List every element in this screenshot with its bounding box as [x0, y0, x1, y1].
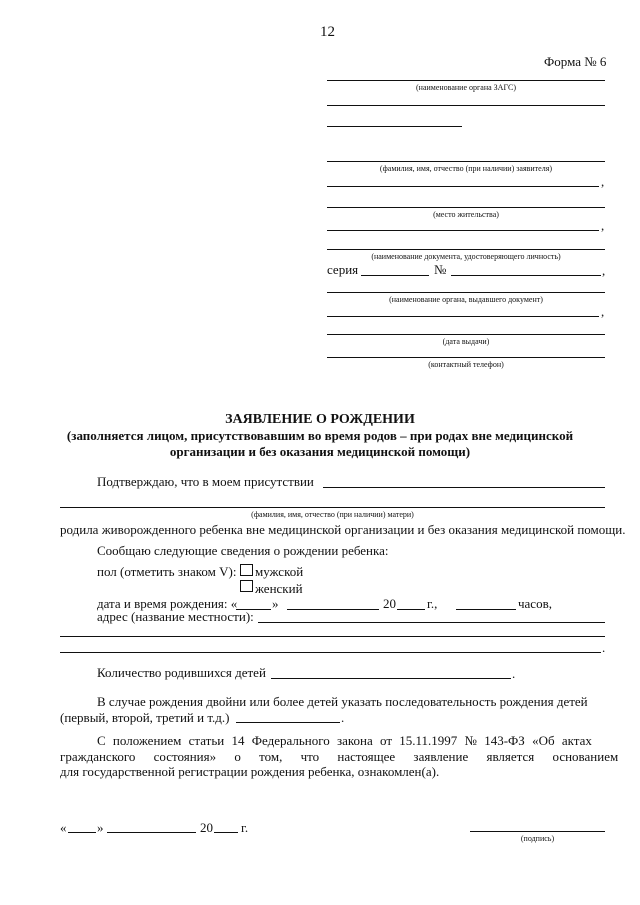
footer-month-field[interactable]: [107, 832, 196, 833]
number-label: №: [434, 262, 447, 277]
sex-male-label: мужской: [255, 564, 304, 579]
phone-line[interactable]: [327, 357, 605, 358]
page-number: 12: [320, 24, 335, 40]
comma: ,: [601, 218, 605, 233]
twins-period: .: [341, 710, 345, 725]
sex-male-checkbox[interactable]: [240, 564, 253, 576]
comma: ,: [601, 174, 605, 189]
series-label: серия: [327, 262, 359, 277]
comma: ,: [602, 263, 606, 278]
issue-date-caption: (дата выдачи): [442, 337, 490, 346]
address-field-2[interactable]: [60, 636, 605, 637]
address-label: адрес (название местности):: [97, 609, 254, 624]
phone-caption: (контактный телефон): [428, 360, 504, 369]
sex-female-label: женский: [255, 581, 303, 596]
signature-caption: (подпись): [520, 834, 555, 843]
applicant-caption: (фамилия, имя, отчество (при наличии) заявителя): [379, 164, 553, 173]
footer-year-suffix: г.: [241, 820, 249, 835]
sex-female-checkbox[interactable]: [240, 580, 253, 592]
issuer-caption: (наименование органа, выдавшего документ): [389, 295, 543, 304]
count-period: .: [512, 666, 516, 681]
dob-year-prefix: 20: [383, 596, 396, 611]
issuer-line-2[interactable]: [327, 316, 599, 317]
zags-caption: (наименование органа ЗАГС): [416, 83, 516, 92]
address-period: .: [602, 640, 606, 655]
series-field[interactable]: [361, 275, 429, 276]
dob-month-field[interactable]: [287, 609, 379, 610]
footer-year-prefix: 20: [200, 820, 213, 835]
zags-name-line-2[interactable]: [327, 105, 605, 106]
residence-caption: (место жительства): [433, 210, 499, 219]
issue-date-line[interactable]: [327, 334, 605, 335]
law-line-1: С положением статьи 14 Федерального закона от 15.11.1997 № 143-ФЗ «Об актах: [97, 733, 592, 748]
applicant-name-line-2[interactable]: [327, 186, 599, 187]
count-label: Количество родившихся детей: [97, 665, 266, 680]
confirm-field[interactable]: [323, 487, 605, 488]
mother-caption: (фамилия, имя, отчество (при наличии) матери): [251, 510, 414, 519]
dob-close-quote: »: [272, 596, 279, 611]
count-field[interactable]: [271, 678, 511, 679]
issuer-line[interactable]: [327, 292, 605, 293]
zags-name-line-3[interactable]: [327, 126, 462, 127]
footer-year-field[interactable]: [214, 832, 238, 833]
id-doc-line[interactable]: [327, 249, 605, 250]
address-field[interactable]: [258, 622, 605, 623]
law-line-3: для государственной регистрации рождения ребенка, ознакомлен(а).: [60, 764, 440, 779]
twins-line-1: В случае рождения двойни или более детей указать последовательность рождения детей: [97, 694, 588, 709]
dob-hours-field[interactable]: [456, 609, 516, 610]
dob-hours-label: часов,: [518, 596, 552, 611]
dob-year-field[interactable]: [397, 609, 425, 610]
dob-label: дата и время рождения: «: [97, 596, 238, 611]
applicant-name-line[interactable]: [327, 161, 605, 162]
sex-label: пол (отметить знаком V):: [97, 564, 237, 579]
id-doc-caption: (наименование документа, удостоверяющего личность): [371, 252, 561, 261]
form-number: Форма № 6: [544, 54, 607, 69]
address-field-3[interactable]: [60, 652, 601, 653]
footer-close-quote: »: [97, 820, 104, 835]
footer-day-field[interactable]: [68, 832, 96, 833]
report-text: Сообщаю следующие сведения о рождении ребенка:: [97, 543, 389, 558]
born-text: родила живорожденного ребенка вне медицинской организации и без оказания медицинской помощи.: [60, 522, 626, 537]
dob-year-suffix: г.,: [427, 596, 438, 611]
footer-open-quote: «: [60, 820, 67, 835]
document-subtitle-1: (заполняется лицом, присутствовавшим во время родов – при родах вне медицинской: [66, 428, 574, 443]
confirm-label: Подтверждаю, что в моем присутствии: [97, 474, 314, 489]
residence-line[interactable]: [327, 207, 605, 208]
comma: ,: [601, 304, 605, 319]
document-title: ЗАЯВЛЕНИЕ О РОЖДЕНИИ: [225, 412, 415, 427]
signature-field[interactable]: [470, 831, 605, 832]
number-field[interactable]: [451, 275, 601, 276]
law-line-2: гражданского состояния» о том, что настоящее заявление является основанием: [60, 749, 619, 764]
zags-name-line[interactable]: [327, 80, 605, 81]
document-subtitle-2: организации и без оказания медицинской помощи): [169, 444, 471, 459]
mother-name-line[interactable]: [60, 507, 605, 508]
residence-line-2[interactable]: [327, 230, 599, 231]
twins-field[interactable]: [236, 722, 340, 723]
twins-line-2: (первый, второй, третий и т.д.): [60, 710, 230, 725]
